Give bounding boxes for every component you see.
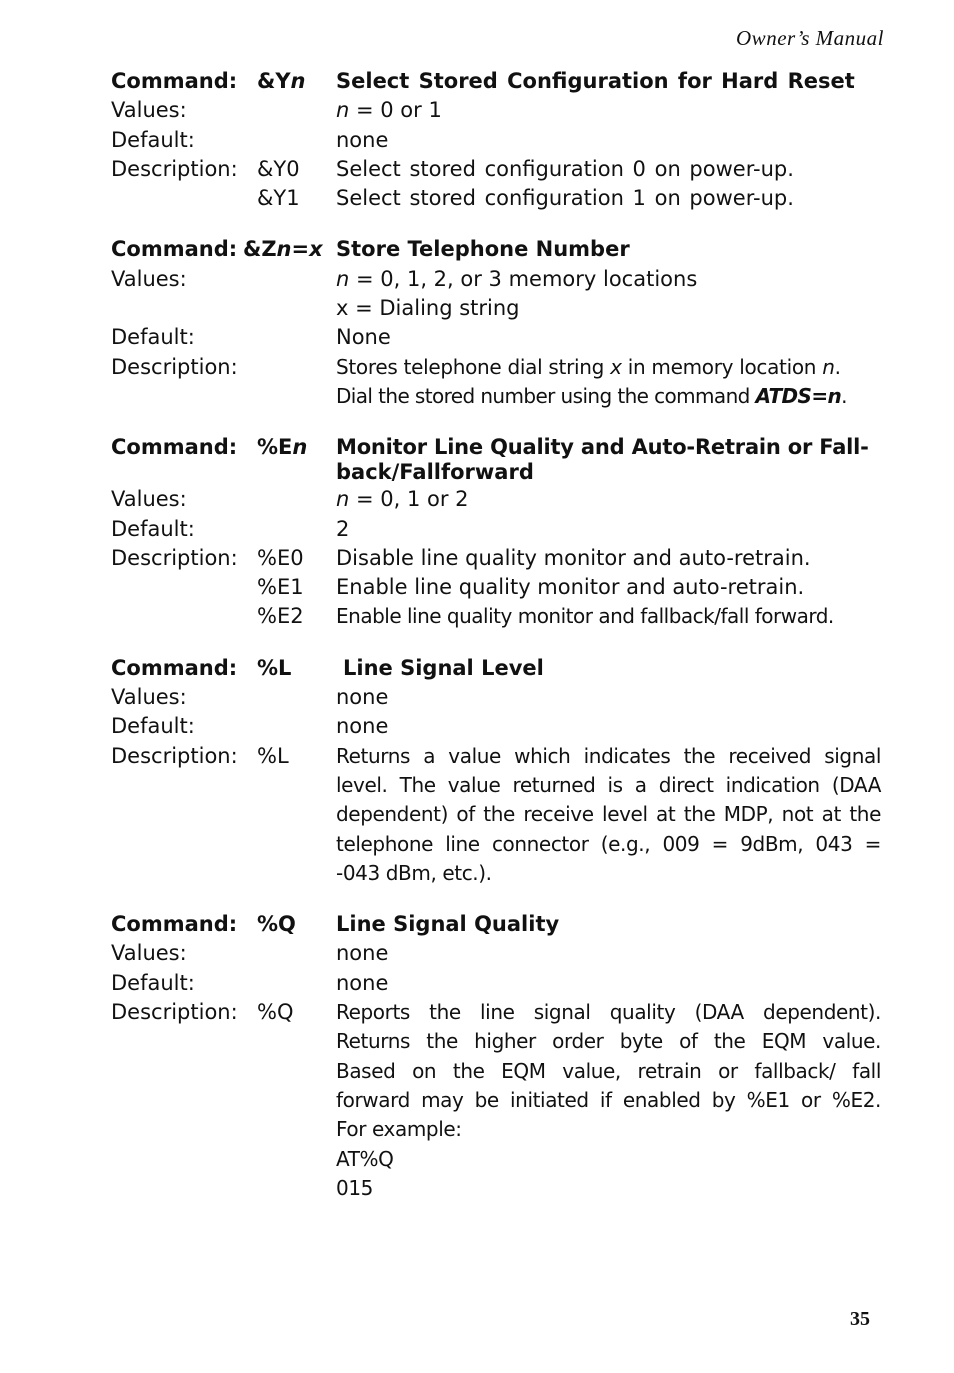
running-header: Owner’s Manual [736,26,884,50]
command-code: &Yn [257,69,306,93]
command-label: Command: [111,655,238,680]
description-row [111,353,881,382]
values-row [111,939,881,968]
description-row [111,742,881,888]
command-reference [111,67,881,1225]
command-code: %L [257,655,292,680]
command-label: Command: [111,237,238,262]
description-row [111,602,881,631]
command-row [111,67,881,96]
default-row [111,323,881,352]
command-block-percent-q [111,910,881,1203]
values-text: none [336,941,389,966]
values-label: Values: [111,685,187,710]
command-title: Line Signal Quality [336,912,560,937]
description-code: &Y1 [257,186,300,211]
values-text: none [336,685,389,710]
default-value: none [336,714,389,739]
description-label: Description: [111,743,238,768]
description-row [111,155,881,184]
description-label: Description: [111,354,238,379]
command-title: Monitor Line Quality and Auto-Retrain or Fall- back/Fallforward [336,435,869,485]
description-row [111,382,881,411]
command-title: Line Signal Level [343,655,544,680]
description-code: %Q [257,1000,294,1025]
default-label: Default: [111,127,195,152]
command-code: %Q [257,912,296,937]
example-intro: For example: [336,1117,462,1142]
description-text: Select stored configuration 0 on power-up. [336,156,794,181]
description-row [111,184,881,213]
description-code: %E2 [257,604,304,629]
default-value: none [336,970,389,995]
default-row [111,712,881,741]
command-label: Command: [111,435,238,460]
values-label: Values: [111,98,187,123]
default-value: None [336,325,391,350]
command-block-percent-e [111,433,881,631]
default-row [111,126,881,155]
values-row [111,96,881,125]
description-label: Description: [111,545,238,570]
command-row [111,433,881,485]
values-row [111,294,881,323]
default-label: Default: [111,516,195,541]
command-label: Command: [111,69,238,93]
values-row [111,485,881,514]
values-text: n = 0 or 1 [336,98,442,123]
command-row [111,654,881,683]
command-block-ampersand-z [111,235,881,411]
description-code: %E0 [257,545,304,570]
default-row [111,969,881,998]
command-label: Command: [111,912,238,937]
page-number: 35 [850,1308,870,1330]
description-code: %L [257,743,289,768]
description-row [111,544,881,573]
command-code: &Zn=x [243,237,323,262]
example-command: AT%Q [336,1146,394,1171]
description-label: Description: [111,1000,238,1025]
command-block-ampersand-y [111,67,881,213]
default-value: 2 [336,516,350,541]
command-block-percent-l [111,654,881,888]
description-text: Dial the stored number using the command ATDS=n. [336,383,847,408]
description-row [111,998,881,1203]
example-response: 015 [336,1175,373,1200]
values-label: Values: [111,941,187,966]
command-code: %En [257,435,308,460]
default-label: Default: [111,325,195,350]
description-code: &Y0 [257,156,300,181]
description-paragraph: Reports the line signal quality (DAA dependent). Returns the higher order byte of the EQM value. Based on the EQM value, retrain or fallback/ fall forward may be initiated if enabled by %E1 or %E2. For example: AT%Q 015 [336,998,881,1203]
values-text: n = 0, 1 or 2 [336,487,469,512]
command-title: Store Telephone Number [336,237,630,262]
description-label: Description: [111,156,238,181]
description-code: %E1 [257,575,304,600]
values-label: Values: [111,487,187,512]
default-value: none [336,127,389,152]
description-paragraph: Returns a value which indicates the received signal level. The value returned is a direct indication (DAA dependent) of the receive level at the MDP, not at the telephone line connector (e.g., 009 = 9dBm, 043 = -043 dBm, etc.). [336,743,881,885]
default-label: Default: [111,970,195,995]
values-text: n = 0, 1, 2, or 3 memory locations [336,266,698,291]
description-text: Enable line quality monitor and fallback/fall forward. [336,604,834,629]
default-row [111,515,881,544]
values-label: Values: [111,266,187,291]
values-text: x = Dialing string [336,296,520,321]
default-label: Default: [111,714,195,739]
command-row [111,235,881,264]
command-row [111,910,881,939]
command-title: Select Stored Configuration for Hard Reset [336,69,855,93]
values-row [111,265,881,294]
values-row [111,683,881,712]
description-row [111,573,881,602]
description-text: Select stored configuration 1 on power-up. [336,186,794,211]
description-text: Stores telephone dial string x in memory location n. [336,354,841,379]
description-text: Enable line quality monitor and auto-retrain. [336,575,805,600]
description-text: Disable line quality monitor and auto-retrain. [336,545,811,570]
